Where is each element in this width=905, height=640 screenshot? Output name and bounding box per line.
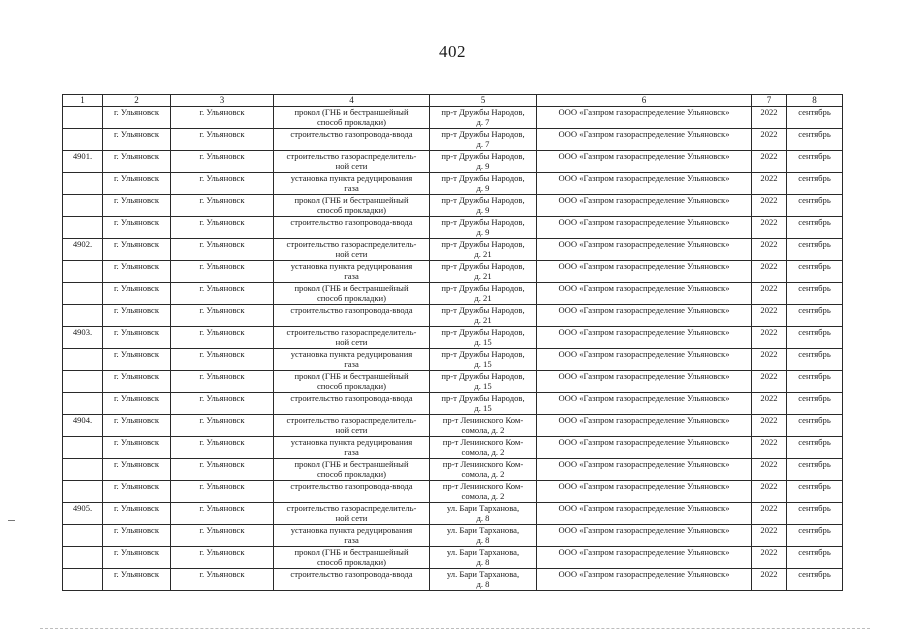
- month-cell: сентябрь: [787, 107, 843, 129]
- work-type-cell-line: ной сети: [335, 425, 368, 435]
- work-type-cell-line: газа: [344, 359, 359, 369]
- table-row: [63, 283, 843, 305]
- organization-cell: ООО «Газпром газораспределение Ульяновск»: [537, 327, 752, 349]
- year-cell: 2022: [752, 283, 787, 305]
- work-type-cell-line: строительство газопровода-ввода: [290, 305, 413, 315]
- settlement-cell: г. Ульяновск: [171, 129, 274, 151]
- organization-cell: ООО «Газпром газораспределение Ульяновск»: [537, 547, 752, 569]
- year-cell: 2022: [752, 239, 787, 261]
- row-number-cell: [63, 459, 103, 481]
- address-cell-line: пр-т Дружбы Народов,: [441, 107, 525, 117]
- settlement-cell: г. Ульяновск: [171, 415, 274, 437]
- table-row: [63, 415, 843, 437]
- address-cell-line: пр-т Дружбы Народов,: [441, 261, 525, 271]
- region-cell: г. Ульяновск: [103, 437, 171, 459]
- address-cell: [430, 459, 537, 481]
- year-cell: 2022: [752, 481, 787, 503]
- organization-cell: ООО «Газпром газораспределение Ульяновск»: [537, 107, 752, 129]
- region-cell: г. Ульяновск: [103, 349, 171, 371]
- work-type-cell-line: строительство газопровода-ввода: [290, 481, 413, 491]
- settlement-cell: г. Ульяновск: [171, 459, 274, 481]
- settlement-cell: г. Ульяновск: [171, 217, 274, 239]
- organization-cell: ООО «Газпром газораспределение Ульяновск»: [537, 283, 752, 305]
- month-cell: сентябрь: [787, 481, 843, 503]
- row-number-cell: [63, 547, 103, 569]
- work-type-cell: [274, 481, 430, 503]
- row-number-cell: 4903.: [63, 327, 103, 349]
- work-type-cell-line: строительство газопровода-ввода: [290, 217, 413, 227]
- address-cell: [430, 151, 537, 173]
- organization-cell: ООО «Газпром газораспределение Ульяновск»: [537, 195, 752, 217]
- region-cell: г. Ульяновск: [103, 415, 171, 437]
- address-cell: [430, 481, 537, 503]
- organization-cell: ООО «Газпром газораспределение Ульяновск»: [537, 371, 752, 393]
- row-number-cell: 4901.: [63, 151, 103, 173]
- row-number-cell: [63, 525, 103, 547]
- row-number-cell: [63, 129, 103, 151]
- region-cell: г. Ульяновск: [103, 371, 171, 393]
- region-cell: г. Ульяновск: [103, 261, 171, 283]
- work-type-cell-line: ной сети: [335, 249, 368, 259]
- work-type-cell: [274, 261, 430, 283]
- column-header-3: 3: [171, 95, 274, 107]
- margin-tick-mark: [8, 520, 15, 521]
- address-cell-line: сомола, д. 2: [461, 447, 505, 457]
- settlement-cell: г. Ульяновск: [171, 569, 274, 591]
- row-number-cell: [63, 569, 103, 591]
- organization-cell: ООО «Газпром газораспределение Ульяновск»: [537, 151, 752, 173]
- address-cell: [430, 437, 537, 459]
- address-cell-line: пр-т Дружбы Народов,: [441, 371, 525, 381]
- table-row: [63, 261, 843, 283]
- month-cell: сентябрь: [787, 371, 843, 393]
- address-cell: [430, 415, 537, 437]
- work-type-cell-line: способ прокладки): [316, 293, 387, 303]
- address-cell-line: д. 21: [474, 293, 492, 303]
- work-type-cell-line: способ прокладки): [316, 117, 387, 127]
- work-type-cell-line: строительство газораспределитель-: [286, 239, 417, 249]
- address-cell-line: пр-т Дружбы Народов,: [441, 393, 525, 403]
- address-cell-line: д. 9: [476, 227, 490, 237]
- work-type-cell-line: строительство газораспределитель-: [286, 327, 417, 337]
- row-number-cell: [63, 349, 103, 371]
- table-header: [63, 95, 843, 107]
- month-cell: сентябрь: [787, 195, 843, 217]
- organization-cell: ООО «Газпром газораспределение Ульяновск»: [537, 481, 752, 503]
- work-type-cell-line: прокол (ГНБ и бестраншейный: [294, 547, 409, 557]
- address-cell: [430, 503, 537, 525]
- address-cell-line: пр-т Дружбы Народов,: [441, 217, 525, 227]
- address-cell-line: д. 8: [476, 513, 490, 523]
- row-number-cell: [63, 107, 103, 129]
- address-cell-line: пр-т Дружбы Народов,: [441, 129, 525, 139]
- settlement-cell: г. Ульяновск: [171, 393, 274, 415]
- work-type-cell-line: способ прокладки): [316, 469, 387, 479]
- address-cell: [430, 129, 537, 151]
- work-type-cell-line: способ прокладки): [316, 381, 387, 391]
- work-type-cell-line: прокол (ГНБ и бестраншейный: [294, 283, 409, 293]
- register-table: [62, 94, 843, 591]
- work-type-cell-line: прокол (ГНБ и бестраншейный: [294, 195, 409, 205]
- region-cell: г. Ульяновск: [103, 305, 171, 327]
- work-type-cell-line: установка пункта редуцирования: [290, 261, 413, 271]
- year-cell: 2022: [752, 151, 787, 173]
- address-cell-line: пр-т Дружбы Народов,: [441, 327, 525, 337]
- organization-cell: ООО «Газпром газораспределение Ульяновск»: [537, 349, 752, 371]
- year-cell: 2022: [752, 415, 787, 437]
- address-cell: [430, 569, 537, 591]
- work-type-cell-line: газа: [344, 535, 359, 545]
- address-cell: [430, 525, 537, 547]
- address-cell-line: пр-т Дружбы Народов,: [441, 283, 525, 293]
- month-cell: сентябрь: [787, 415, 843, 437]
- address-cell-line: сомола, д. 2: [461, 491, 505, 501]
- address-cell: [430, 371, 537, 393]
- row-number-cell: [63, 173, 103, 195]
- work-type-cell: [274, 393, 430, 415]
- organization-cell: ООО «Газпром газораспределение Ульяновск»: [537, 525, 752, 547]
- work-type-cell: [274, 459, 430, 481]
- work-type-cell-line: строительство газопровода-ввода: [290, 393, 413, 403]
- address-cell-line: д. 21: [474, 315, 492, 325]
- settlement-cell: г. Ульяновск: [171, 305, 274, 327]
- organization-cell: ООО «Газпром газораспределение Ульяновск»: [537, 261, 752, 283]
- settlement-cell: г. Ульяновск: [171, 437, 274, 459]
- column-header-4: 4: [274, 95, 430, 107]
- address-cell-line: ул. Бари Тарханова,: [446, 503, 520, 513]
- address-cell-line: д. 21: [474, 249, 492, 259]
- table-row: [63, 393, 843, 415]
- work-type-cell-line: строительство газораспределитель-: [286, 151, 417, 161]
- region-cell: г. Ульяновск: [103, 195, 171, 217]
- work-type-cell-line: газа: [344, 183, 359, 193]
- month-cell: сентябрь: [787, 503, 843, 525]
- work-type-cell: [274, 525, 430, 547]
- address-cell-line: д. 8: [476, 579, 490, 589]
- address-cell-line: пр-т Дружбы Народов,: [441, 305, 525, 315]
- organization-cell: ООО «Газпром газораспределение Ульяновск»: [537, 239, 752, 261]
- bottom-edge-scan-artifact: [40, 628, 870, 629]
- month-cell: сентябрь: [787, 283, 843, 305]
- work-type-cell: [274, 503, 430, 525]
- column-header-2: 2: [103, 95, 171, 107]
- table-row: [63, 437, 843, 459]
- work-type-cell-line: строительство газораспределитель-: [286, 503, 417, 513]
- region-cell: г. Ульяновск: [103, 525, 171, 547]
- year-cell: 2022: [752, 393, 787, 415]
- table-row: [63, 371, 843, 393]
- table-row: [63, 195, 843, 217]
- settlement-cell: г. Ульяновск: [171, 525, 274, 547]
- year-cell: 2022: [752, 217, 787, 239]
- work-type-cell: [274, 327, 430, 349]
- month-cell: сентябрь: [787, 327, 843, 349]
- work-type-cell: [274, 151, 430, 173]
- table-row: [63, 459, 843, 481]
- work-type-cell-line: строительство газопровода-ввода: [290, 129, 413, 139]
- column-header-8: 8: [787, 95, 843, 107]
- address-cell: [430, 349, 537, 371]
- address-cell-line: д. 7: [476, 117, 490, 127]
- work-type-cell-line: установка пункта редуцирования: [290, 437, 413, 447]
- region-cell: г. Ульяновск: [103, 217, 171, 239]
- settlement-cell: г. Ульяновск: [171, 107, 274, 129]
- month-cell: сентябрь: [787, 129, 843, 151]
- settlement-cell: г. Ульяновск: [171, 195, 274, 217]
- address-cell-line: д. 9: [476, 161, 490, 171]
- table-row: [63, 305, 843, 327]
- settlement-cell: г. Ульяновск: [171, 261, 274, 283]
- year-cell: 2022: [752, 261, 787, 283]
- work-type-cell-line: прокол (ГНБ и бестраншейный: [294, 459, 409, 469]
- organization-cell: ООО «Газпром газораспределение Ульяновск»: [537, 569, 752, 591]
- table-row: [63, 239, 843, 261]
- address-cell: [430, 217, 537, 239]
- work-type-cell: [274, 569, 430, 591]
- work-type-cell: [274, 239, 430, 261]
- address-cell-line: пр-т Ленинского Ком-: [442, 459, 524, 469]
- table-row: [63, 151, 843, 173]
- settlement-cell: г. Ульяновск: [171, 371, 274, 393]
- address-cell-line: пр-т Дружбы Народов,: [441, 195, 525, 205]
- table-row: [63, 525, 843, 547]
- table-row: [63, 481, 843, 503]
- table-row: [63, 349, 843, 371]
- month-cell: сентябрь: [787, 151, 843, 173]
- month-cell: сентябрь: [787, 525, 843, 547]
- table-body: [63, 107, 843, 591]
- address-cell-line: пр-т Дружбы Народов,: [441, 239, 525, 249]
- organization-cell: ООО «Газпром газораспределение Ульяновск»: [537, 459, 752, 481]
- work-type-cell-line: строительство газопровода-ввода: [290, 569, 413, 579]
- organization-cell: ООО «Газпром газораспределение Ульяновск»: [537, 437, 752, 459]
- address-cell: [430, 327, 537, 349]
- row-number-cell: [63, 217, 103, 239]
- address-cell-line: пр-т Дружбы Народов,: [441, 173, 525, 183]
- row-number-cell: 4902.: [63, 239, 103, 261]
- work-type-cell-line: газа: [344, 447, 359, 457]
- year-cell: 2022: [752, 129, 787, 151]
- region-cell: г. Ульяновск: [103, 327, 171, 349]
- month-cell: сентябрь: [787, 349, 843, 371]
- address-cell: [430, 107, 537, 129]
- work-type-cell-line: ной сети: [335, 161, 368, 171]
- work-type-cell: [274, 107, 430, 129]
- work-type-cell: [274, 349, 430, 371]
- address-cell-line: пр-т Дружбы Народов,: [441, 151, 525, 161]
- organization-cell: ООО «Газпром газораспределение Ульяновск»: [537, 305, 752, 327]
- settlement-cell: г. Ульяновск: [171, 349, 274, 371]
- year-cell: 2022: [752, 525, 787, 547]
- organization-cell: ООО «Газпром газораспределение Ульяновск»: [537, 393, 752, 415]
- page-number: 402: [439, 42, 466, 61]
- work-type-cell: [274, 283, 430, 305]
- table-row: [63, 569, 843, 591]
- column-number-row: [63, 95, 843, 107]
- settlement-cell: г. Ульяновск: [171, 239, 274, 261]
- row-number-cell: [63, 393, 103, 415]
- year-cell: 2022: [752, 547, 787, 569]
- work-type-cell-line: прокол (ГНБ и бестраншейный: [294, 107, 409, 117]
- region-cell: г. Ульяновск: [103, 129, 171, 151]
- work-type-cell-line: строительство газораспределитель-: [286, 415, 417, 425]
- address-cell-line: д. 9: [476, 205, 490, 215]
- region-cell: г. Ульяновск: [103, 481, 171, 503]
- year-cell: 2022: [752, 327, 787, 349]
- address-cell-line: пр-т Дружбы Народов,: [441, 349, 525, 359]
- region-cell: г. Ульяновск: [103, 569, 171, 591]
- settlement-cell: г. Ульяновск: [171, 547, 274, 569]
- row-number-cell: [63, 371, 103, 393]
- month-cell: сентябрь: [787, 239, 843, 261]
- table-row: [63, 173, 843, 195]
- table-row: [63, 217, 843, 239]
- column-header-7: 7: [752, 95, 787, 107]
- organization-cell: ООО «Газпром газораспределение Ульяновск»: [537, 217, 752, 239]
- month-cell: сентябрь: [787, 305, 843, 327]
- column-header-5: 5: [430, 95, 537, 107]
- address-cell-line: ул. Бари Тарханова,: [446, 569, 520, 579]
- organization-cell: ООО «Газпром газораспределение Ульяновск»: [537, 415, 752, 437]
- address-cell-line: сомола, д. 2: [461, 469, 505, 479]
- work-type-cell-line: ной сети: [335, 513, 368, 523]
- address-cell-line: д. 8: [476, 535, 490, 545]
- address-cell-line: д. 15: [474, 381, 492, 391]
- region-cell: г. Ульяновск: [103, 173, 171, 195]
- month-cell: сентябрь: [787, 547, 843, 569]
- month-cell: сентябрь: [787, 393, 843, 415]
- settlement-cell: г. Ульяновск: [171, 283, 274, 305]
- year-cell: 2022: [752, 503, 787, 525]
- year-cell: 2022: [752, 569, 787, 591]
- row-number-cell: [63, 195, 103, 217]
- address-cell-line: ул. Бари Тарханова,: [446, 525, 520, 535]
- work-type-cell-line: установка пункта редуцирования: [290, 349, 413, 359]
- address-cell-line: д. 15: [474, 337, 492, 347]
- region-cell: г. Ульяновск: [103, 393, 171, 415]
- year-cell: 2022: [752, 107, 787, 129]
- work-type-cell-line: установка пункта редуцирования: [290, 173, 413, 183]
- column-header-6: 6: [537, 95, 752, 107]
- settlement-cell: г. Ульяновск: [171, 151, 274, 173]
- year-cell: 2022: [752, 173, 787, 195]
- table-row: [63, 503, 843, 525]
- work-type-cell-line: газа: [344, 271, 359, 281]
- address-cell-line: пр-т Ленинского Ком-: [442, 415, 524, 425]
- address-cell: [430, 305, 537, 327]
- table-row: [63, 129, 843, 151]
- work-type-cell-line: способ прокладки): [316, 557, 387, 567]
- month-cell: сентябрь: [787, 437, 843, 459]
- address-cell: [430, 283, 537, 305]
- work-type-cell: [274, 415, 430, 437]
- address-cell-line: пр-т Ленинского Ком-: [442, 481, 524, 491]
- region-cell: г. Ульяновск: [103, 503, 171, 525]
- work-type-cell-line: прокол (ГНБ и бестраншейный: [294, 371, 409, 381]
- work-type-cell-line: способ прокладки): [316, 205, 387, 215]
- settlement-cell: г. Ульяновск: [171, 327, 274, 349]
- region-cell: г. Ульяновск: [103, 547, 171, 569]
- year-cell: 2022: [752, 349, 787, 371]
- work-type-cell: [274, 173, 430, 195]
- address-cell: [430, 239, 537, 261]
- year-cell: 2022: [752, 195, 787, 217]
- month-cell: сентябрь: [787, 459, 843, 481]
- year-cell: 2022: [752, 437, 787, 459]
- year-cell: 2022: [752, 371, 787, 393]
- region-cell: г. Ульяновск: [103, 107, 171, 129]
- settlement-cell: г. Ульяновск: [171, 173, 274, 195]
- year-cell: 2022: [752, 305, 787, 327]
- work-type-cell-line: установка пункта редуцирования: [290, 525, 413, 535]
- row-number-cell: [63, 305, 103, 327]
- address-cell: [430, 173, 537, 195]
- address-cell-line: д. 8: [476, 557, 490, 567]
- row-number-cell: 4905.: [63, 503, 103, 525]
- row-number-cell: 4904.: [63, 415, 103, 437]
- work-type-cell: [274, 371, 430, 393]
- address-cell: [430, 195, 537, 217]
- address-cell: [430, 393, 537, 415]
- work-type-cell: [274, 305, 430, 327]
- address-cell-line: д. 21: [474, 271, 492, 281]
- month-cell: сентябрь: [787, 569, 843, 591]
- work-type-cell: [274, 437, 430, 459]
- address-cell-line: д. 9: [476, 183, 490, 193]
- address-cell-line: д. 15: [474, 359, 492, 369]
- row-number-cell: [63, 437, 103, 459]
- month-cell: сентябрь: [787, 261, 843, 283]
- address-cell-line: ул. Бари Тарханова,: [446, 547, 520, 557]
- address-cell-line: д. 7: [476, 139, 490, 149]
- region-cell: г. Ульяновск: [103, 459, 171, 481]
- month-cell: сентябрь: [787, 173, 843, 195]
- settlement-cell: г. Ульяновск: [171, 481, 274, 503]
- month-cell: сентябрь: [787, 217, 843, 239]
- work-type-cell: [274, 129, 430, 151]
- organization-cell: ООО «Газпром газораспределение Ульяновск»: [537, 129, 752, 151]
- column-header-1: 1: [63, 95, 103, 107]
- row-number-cell: [63, 283, 103, 305]
- table-row: [63, 107, 843, 129]
- row-number-cell: [63, 481, 103, 503]
- work-type-cell: [274, 217, 430, 239]
- work-type-cell: [274, 547, 430, 569]
- organization-cell: ООО «Газпром газораспределение Ульяновск»: [537, 503, 752, 525]
- region-cell: г. Ульяновск: [103, 151, 171, 173]
- row-number-cell: [63, 261, 103, 283]
- region-cell: г. Ульяновск: [103, 239, 171, 261]
- table-row: [63, 327, 843, 349]
- address-cell-line: д. 15: [474, 403, 492, 413]
- address-cell-line: сомола, д. 2: [461, 425, 505, 435]
- address-cell: [430, 547, 537, 569]
- settlement-cell: г. Ульяновск: [171, 503, 274, 525]
- address-cell: [430, 261, 537, 283]
- work-type-cell-line: ной сети: [335, 337, 368, 347]
- region-cell: г. Ульяновск: [103, 283, 171, 305]
- address-cell-line: пр-т Ленинского Ком-: [442, 437, 524, 447]
- year-cell: 2022: [752, 459, 787, 481]
- table-row: [63, 547, 843, 569]
- work-type-cell: [274, 195, 430, 217]
- organization-cell: ООО «Газпром газораспределение Ульяновск»: [537, 173, 752, 195]
